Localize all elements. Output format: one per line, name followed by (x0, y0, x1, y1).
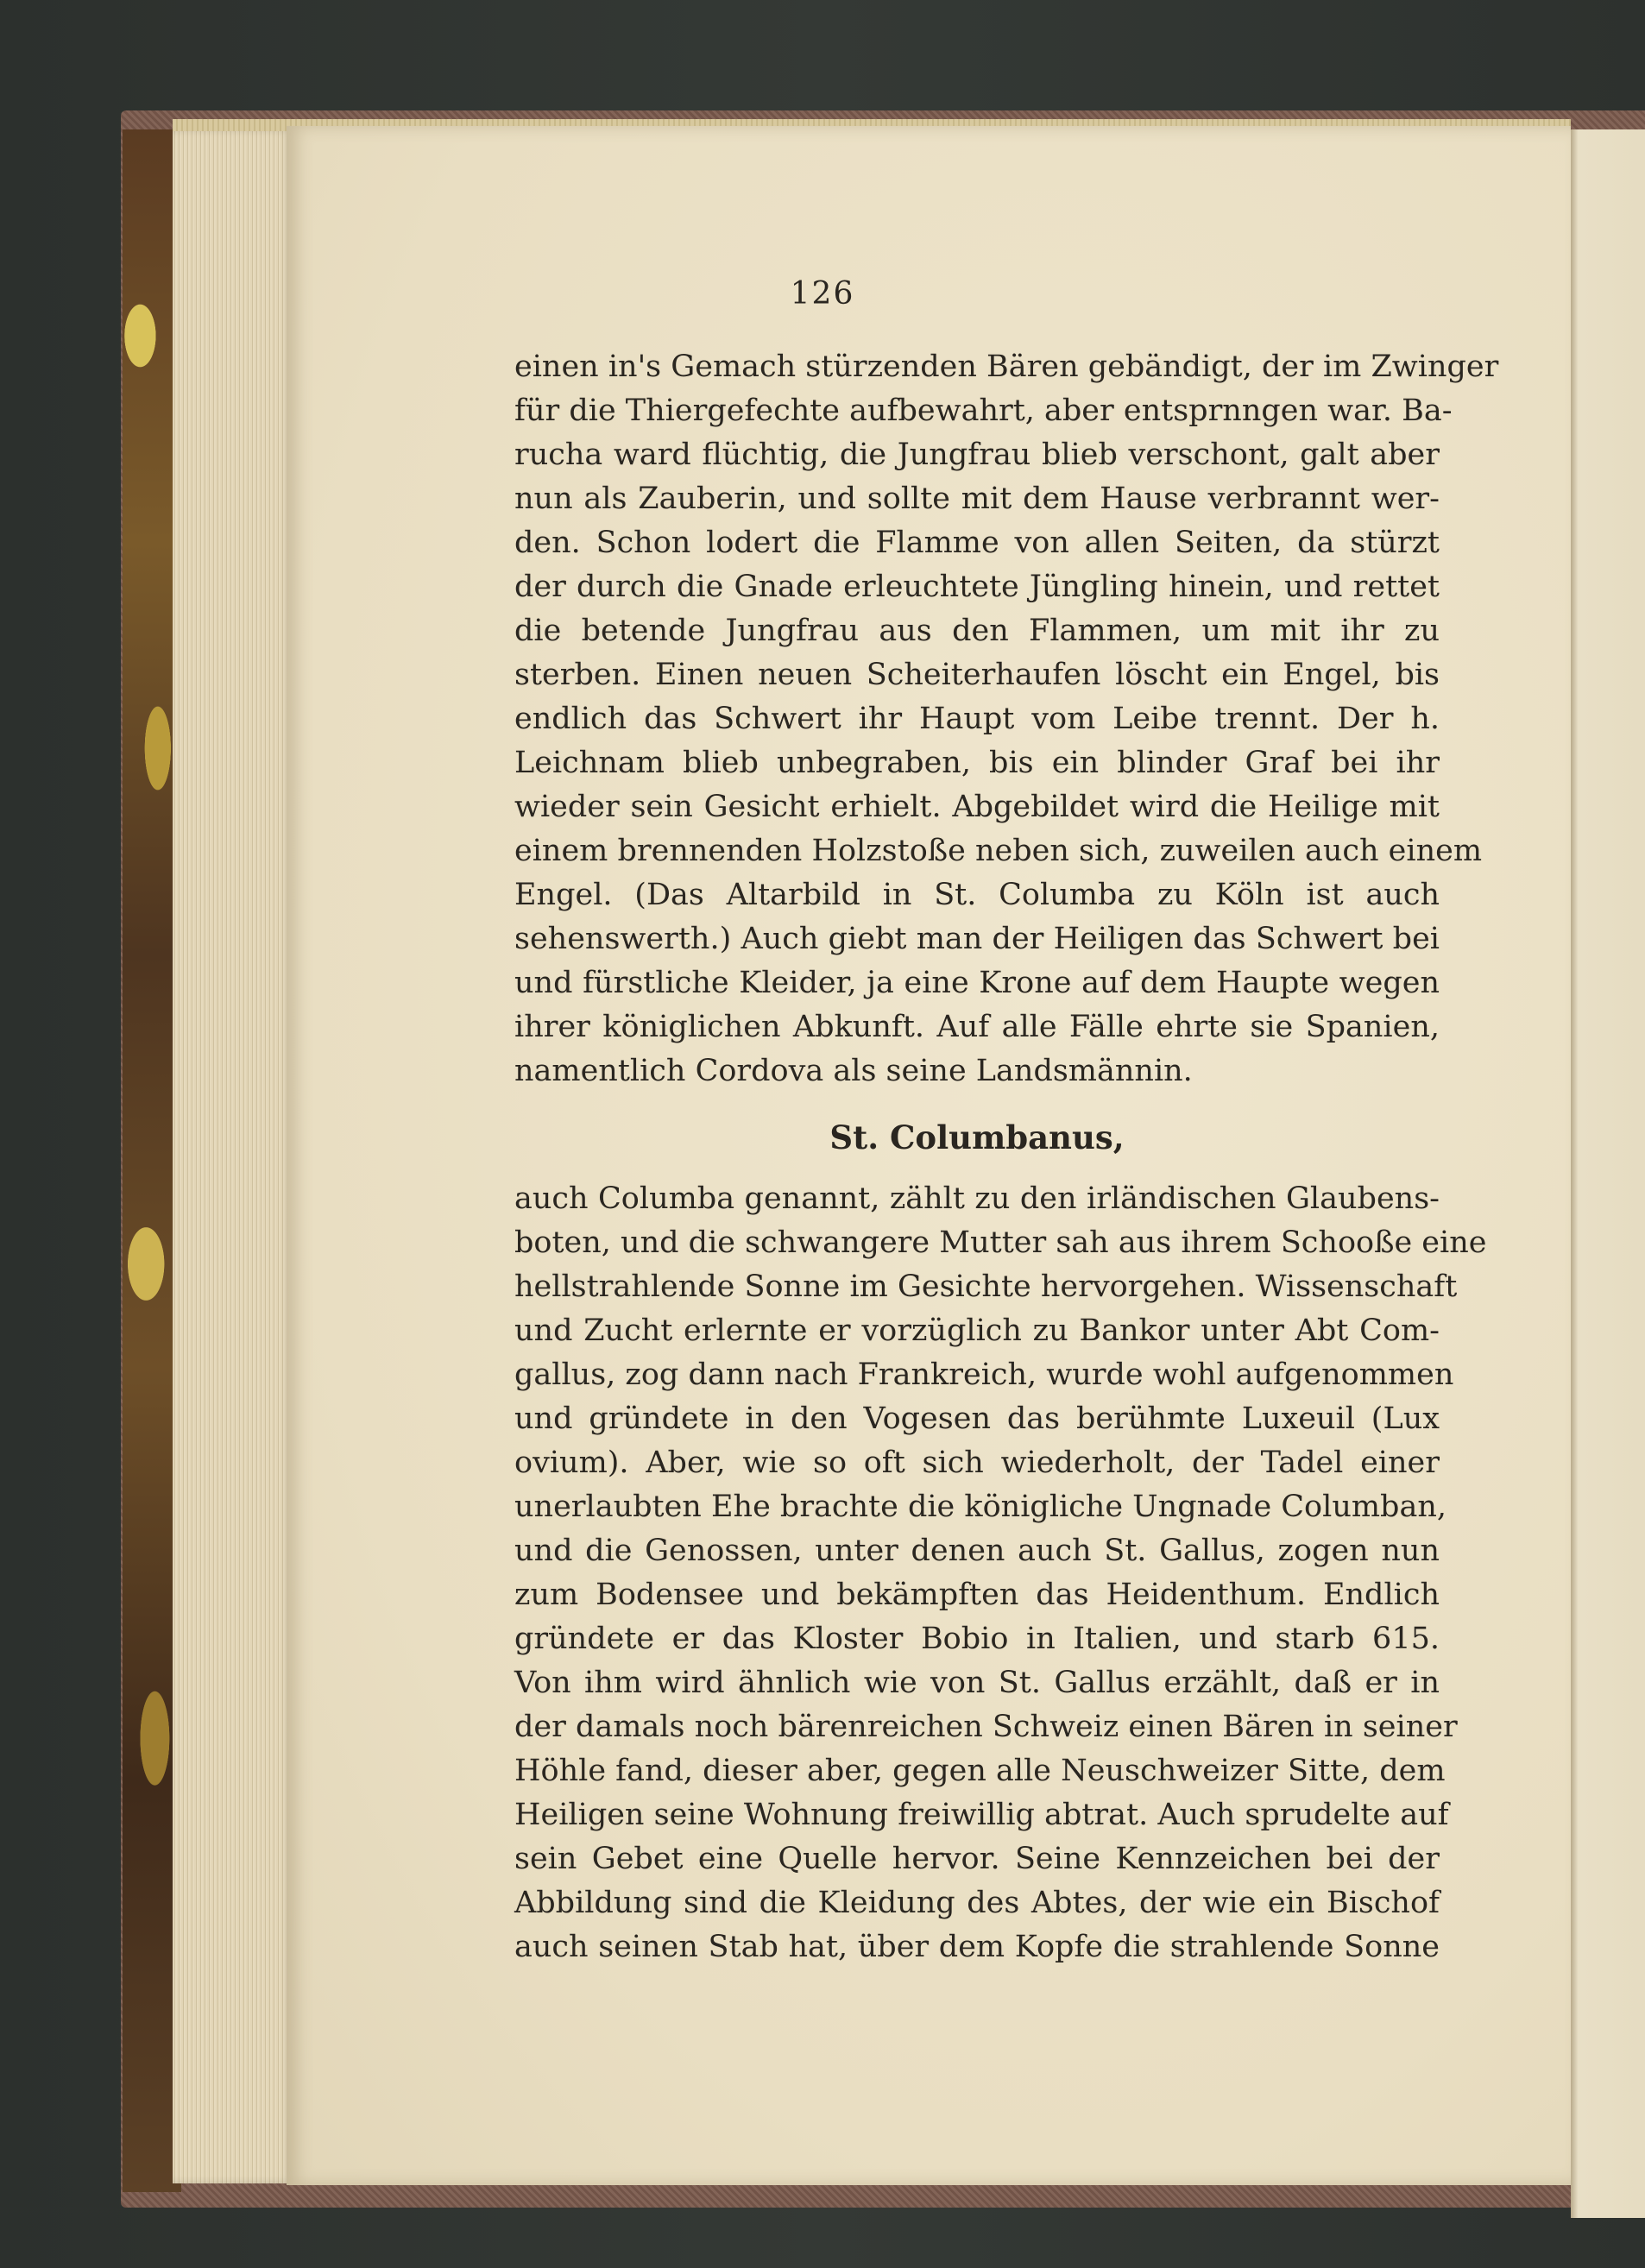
text-line: und Zucht erlernte er vorzüglich zu Bankor unter Abt Com- (514, 1314, 1440, 1348)
text-line: sterben. Einen neuen Scheiterhaufen löscht ein Engel, bis (514, 658, 1440, 692)
text-line: zum Bodensee und bekämpften das Heidenthum. Endlich (514, 1578, 1440, 1612)
text-line: hellstrahlende Sonne im Gesichte hervorgehen. Wissenschaft (514, 1269, 1458, 1304)
text-line: rucha ward flüchtig, die Jungfrau blieb verschont, galt aber (514, 438, 1440, 472)
text-line: Höhle fand, dieser aber, gegen alle Neuschweizer Sitte, dem (514, 1754, 1446, 1788)
text-line: sehenswerth.) Auch giebt man der Heiligen das Schwert bei (514, 922, 1440, 956)
page-text (514, 345, 1499, 1969)
text-line: einem brennenden Holzstoße neben sich, zuweilen auch einem (514, 834, 1483, 868)
text-line: für die Thiergefechte aufbewahrt, aber entsprnngen war. Ba- (514, 394, 1453, 428)
text-line: unerlaubten Ehe brachte die königliche Ungnade Columban, (514, 1490, 1446, 1524)
text-line: wieder sein Gesicht erhielt. Abgebildet wird die Heilige mit (514, 790, 1440, 824)
text-line: der durch die Gnade erleuchtete Jüngling hinein, und rettet (514, 570, 1440, 604)
text-line: auch seinen Stab hat, über dem Kopfe die strahlende Sonne (514, 1930, 1440, 1964)
text-line: boten, und die schwangere Mutter sah aus ihrem Schooße eine (514, 1225, 1487, 1260)
facing-page-edge (1571, 129, 1645, 2218)
page-stack-edge (173, 129, 293, 2183)
text-line: Abbildung sind die Kleidung des Abtes, der wie ein Bischof (514, 1886, 1440, 1920)
text-line: ovium). Aber, wie so oft sich wiederholt, der Tadel einer (514, 1446, 1440, 1480)
text-line: gallus, zog dann nach Frankreich, wurde wohl aufgenommen (514, 1358, 1454, 1392)
text-line: gründete er das Kloster Bobio in Italien, und starb 615. (514, 1622, 1440, 1656)
paragraph-2 (514, 1177, 1487, 1969)
page-number: 126 (790, 276, 855, 312)
text-line: und fürstliche Kleider, ja eine Krone auf dem Haupte wegen (514, 966, 1440, 1000)
text-line: sein Gebet eine Quelle hervor. Seine Kennzeichen bei der (514, 1842, 1440, 1876)
paragraph-1 (514, 345, 1499, 1093)
text-line: Von ihm wird ähnlich wie von St. Gallus erzählt, daß er in (514, 1666, 1440, 1700)
text-line: namentlich Cordova als seine Landsmännin. (514, 1054, 1193, 1088)
text-line: auch Columba genannt, zählt zu den irländischen Glaubens- (514, 1181, 1440, 1216)
text-line: endlich das Schwert ihr Haupt vom Leibe trennt. Der h. (514, 702, 1440, 736)
section-heading: St. Columbanus, (829, 1118, 1125, 1156)
text-line: und die Genossen, unter denen auch St. Gallus, zogen nun (514, 1534, 1440, 1568)
text-line: nun als Zauberin, und sollte mit dem Hause verbrannt wer- (514, 482, 1440, 516)
text-line: Leichnam blieb unbegraben, bis ein blinder Graf bei ihr (514, 746, 1440, 780)
text-line: den. Schon lodert die Flamme von allen Seiten, da stürzt (514, 526, 1440, 560)
text-line: ihrer königlichen Abkunft. Auf alle Fälle ehrte sie Spanien, (514, 1010, 1440, 1044)
text-line: einen in's Gemach stürzenden Bären gebändigt, der im Zwinger (514, 350, 1499, 384)
text-line: und gründete in den Vogesen das berühmte Luxeuil (Lux (514, 1402, 1440, 1436)
text-line: die betende Jungfrau aus den Flammen, um mit ihr zu (514, 614, 1440, 648)
text-line: der damals noch bärenreichen Schweiz einen Bären in seiner (514, 1710, 1458, 1744)
text-line: Heiligen seine Wohnung freiwillig abtrat. Auch sprudelte auf (514, 1798, 1449, 1832)
text-line: Engel. (Das Altarbild in St. Columba zu Köln ist auch (514, 878, 1440, 912)
